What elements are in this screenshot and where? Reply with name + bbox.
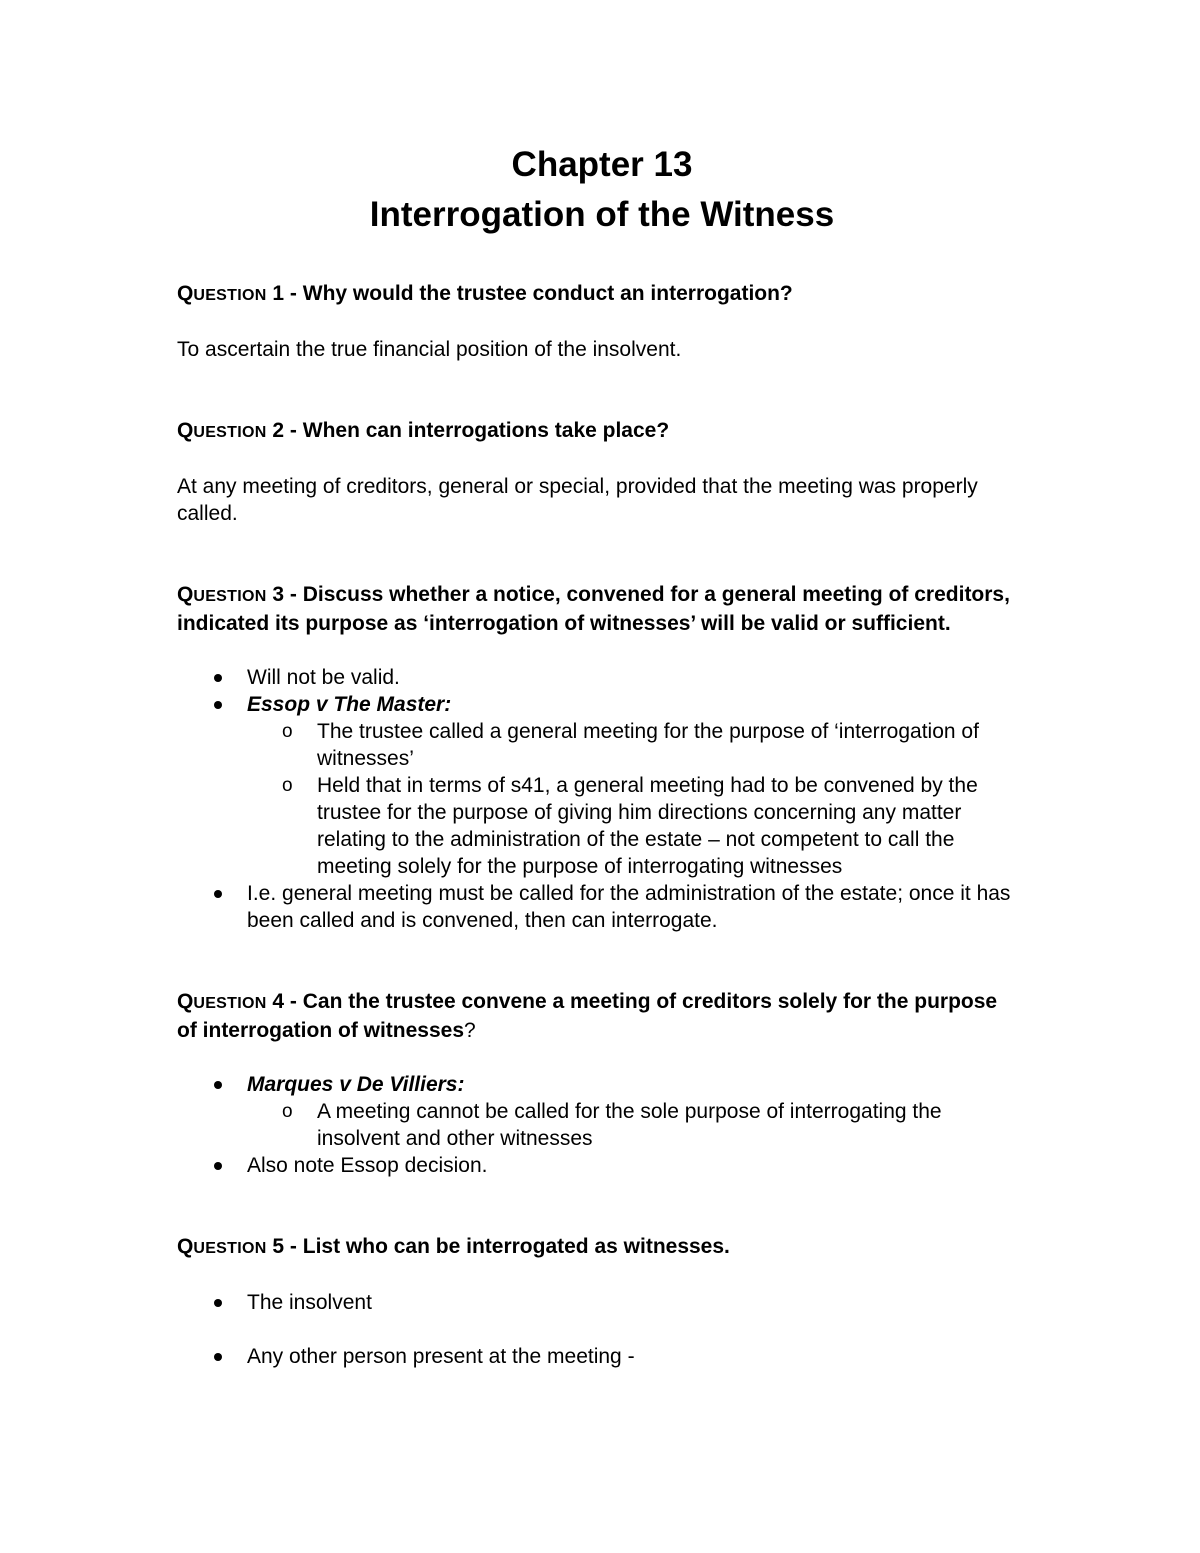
bullet-icon <box>214 1081 222 1089</box>
list-item: I.e. general meeting must be called for the administration of the estate; once it has been called and is convened, then can interrogate. <box>177 880 1027 934</box>
list-item: o The trustee called a general meeting for the purpose of ‘interrogation of witnesses’ <box>282 720 979 770</box>
question-4-bullets <box>177 1071 1027 1179</box>
list-item: The insolvent <box>177 1289 1027 1316</box>
bullet-icon <box>214 1162 222 1170</box>
question-4-heading: QUESTION 4 - Can the trustee convene a meeting of creditors solely for the purpose of interrogation of witnesses? <box>177 990 998 1042</box>
bullet-icon <box>214 674 222 682</box>
question-5-bullets <box>177 1289 1027 1370</box>
case-reference: Marques v De Villiers: <box>177 1071 1027 1098</box>
sub-bullet-icon: o <box>282 721 293 742</box>
bullet-icon <box>214 890 222 898</box>
question-3-bullets <box>177 664 1027 934</box>
sub-bullet-icon: o <box>282 775 293 796</box>
question-5-heading: QUESTION 5 - List who can be interrogated as witnesses. <box>177 1235 730 1258</box>
question-2-heading: QUESTION 2 - When can interrogations take place? <box>177 419 670 442</box>
question-1-heading: QUESTION 1 - Why would the trustee conduct an interrogation? <box>177 282 793 305</box>
sub-bullet-icon: o <box>282 1101 293 1122</box>
document-title <box>177 140 1027 240</box>
bullet-icon <box>214 701 222 709</box>
question-2-answer: At any meeting of creditors, general or special, provided that the meeting was properly called. <box>177 475 978 525</box>
list-item: Will not be valid. <box>177 664 1027 691</box>
list-item: o Held that in terms of s41, a general meeting had to be convened by the trustee for the purpose of giving him directions concerning any matter relating to the administration of the estate – not competent to call the meeting solely for the purpose of interrogating witnesses <box>282 774 978 878</box>
list-item: Also note Essop decision. <box>177 1152 1027 1179</box>
document-page <box>177 140 1027 1370</box>
chapter-subtitle: Interrogation of the Witness <box>369 195 835 234</box>
question-1-answer: To ascertain the true financial position of the insolvent. <box>177 338 682 361</box>
question-3-heading: QUESTION 3 - Discuss whether a notice, convened for a general meeting of creditors, indicated its purpose as ‘interrogation of witnesses’ will be valid or sufficient. <box>177 583 1010 635</box>
chapter-heading: Chapter 13 <box>511 145 693 184</box>
list-item: Any other person present at the meeting - <box>177 1343 1027 1370</box>
list-item: o A meeting cannot be called for the sole purpose of interrogating the insolvent and other witnesses <box>282 1100 942 1150</box>
bullet-icon <box>214 1299 222 1307</box>
case-reference: Essop v The Master: <box>177 691 1027 718</box>
bullet-icon <box>214 1353 222 1361</box>
